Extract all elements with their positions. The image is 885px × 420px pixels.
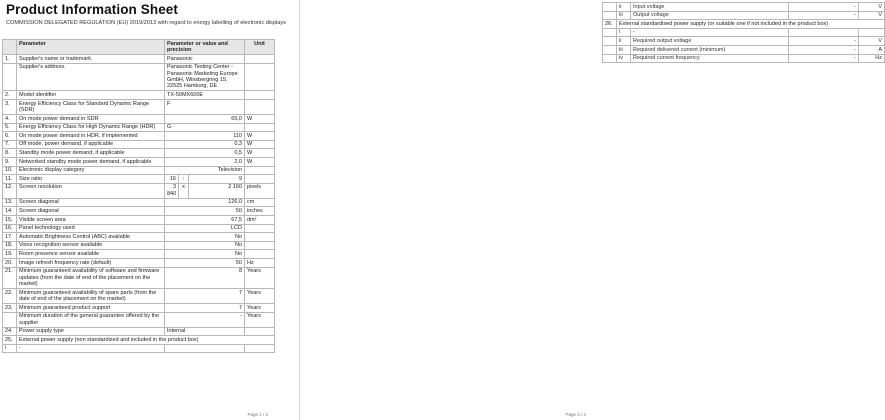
parameter-cell: Model identifier [17, 91, 165, 100]
value-cell: Television [165, 166, 245, 175]
page-1 [0, 0, 300, 420]
unit-cell [245, 63, 275, 91]
indent-cell [603, 3, 617, 12]
unit-cell: W [245, 115, 275, 124]
table-row [3, 207, 275, 216]
table-row [3, 132, 275, 141]
unit-cell [245, 100, 275, 115]
parameter-cell: On mode power demand in SDR [17, 115, 165, 124]
row-number: i [3, 344, 17, 353]
unit-cell: W [245, 132, 275, 141]
table-row [3, 233, 275, 242]
value-cell [165, 344, 245, 353]
table-row [603, 28, 885, 37]
unit-cell: V [859, 3, 885, 12]
value-cell: TX-50MX600E [165, 91, 245, 100]
parameter-cell: Required delivered current (minimum) [631, 45, 789, 54]
parameter-cell: Minimum guaranteed availability of spare parts (from the date of end of the placement on the market) [17, 288, 165, 303]
value-cell: 67,5 [165, 215, 245, 224]
indent-cell [603, 11, 617, 20]
table-row [3, 183, 275, 198]
row-number: 12. [3, 183, 17, 198]
row-number: 18. [3, 241, 17, 250]
page-2 [300, 0, 882, 420]
table-row [3, 55, 275, 64]
unit-cell: dm² [245, 215, 275, 224]
value-a-cell: 3 840 [165, 183, 179, 198]
row-number: 16. [3, 224, 17, 233]
row-number: i [617, 28, 631, 37]
table-row [3, 175, 275, 184]
unit-cell: inches [245, 207, 275, 216]
value-cell: No [165, 233, 245, 242]
table-row [603, 20, 885, 29]
value-a-cell: 16 [165, 175, 179, 184]
row-number: 9. [3, 157, 17, 166]
value-b-cell: 9 [189, 175, 245, 184]
value-cell: 110 [165, 132, 245, 141]
value-cell: - [789, 11, 859, 20]
table-row [3, 198, 275, 207]
row-number: 5. [3, 123, 17, 132]
value-cell: Panasonic Testing Center - Panasonic Marketing Europe GmbH, Winsbergring 15, 22525 Hamburg, DE [165, 63, 245, 91]
row-number: 7. [3, 140, 17, 149]
row-number: 23. [3, 303, 17, 312]
table-row [3, 157, 275, 166]
parameter-cell: Image refresh frequency rate (default) [17, 258, 165, 267]
parameter-cell: On mode power demand in HDR, if implemented [17, 132, 165, 141]
value-cell: - [789, 54, 859, 63]
row-number: 17. [3, 233, 17, 242]
row-number: 25. [3, 336, 17, 345]
table-row [3, 140, 275, 149]
table-row [603, 54, 885, 63]
table-row [3, 123, 275, 132]
parameter-cell: Electronic display category [17, 166, 165, 175]
parameter-cell: Networked standby mode power demand, if applicable [17, 157, 165, 166]
unit-cell: Years [245, 312, 275, 327]
indent-cell [603, 54, 617, 63]
parameter-cell: Energy Efficiency Class for High Dynamic Range (HDR) [17, 123, 165, 132]
parameter-cell: External standardised power supply (or suitable one if not included in the product box) [617, 20, 885, 29]
unit-cell [245, 224, 275, 233]
header-parameter: Parameter [17, 40, 165, 55]
parameter-cell: Supplier's name or trademark. [17, 55, 165, 64]
parameter-cell: Output voltage [631, 11, 789, 20]
unit-cell: W [245, 149, 275, 158]
parameter-cell: Screen resolution [17, 183, 165, 198]
value-cell [789, 28, 859, 37]
table-row [3, 115, 275, 124]
value-cell: 0,3 [165, 140, 245, 149]
table-row [3, 267, 275, 288]
row-number: 20. [3, 258, 17, 267]
parameter-cell: Off mode, power demand, if applicable [17, 140, 165, 149]
unit-cell: V [859, 37, 885, 46]
table-row [603, 11, 885, 20]
table-row [3, 91, 275, 100]
value-cell: 50 [165, 207, 245, 216]
table-row [603, 3, 885, 12]
parameter-cell: External power supply (non standardized and included in the product box) [17, 336, 275, 345]
unit-cell: pixels [245, 183, 275, 198]
value-cell: 50 [165, 258, 245, 267]
value-cell: G [165, 123, 245, 132]
parameter-cell: Room presence sensor available [17, 250, 165, 259]
row-number: 10. [3, 166, 17, 175]
row-number: iii [617, 45, 631, 54]
unit-cell [245, 241, 275, 250]
row-number: 11. [3, 175, 17, 184]
separator-cell: x [179, 183, 189, 198]
unit-cell [245, 327, 275, 336]
product-info-table [2, 39, 275, 353]
unit-cell [245, 344, 275, 353]
unit-cell: A [859, 45, 885, 54]
row-number: 3. [3, 100, 17, 115]
row-number: 22. [3, 288, 17, 303]
parameter-cell: Standby mode power demand, if applicable [17, 149, 165, 158]
parameter-cell: Required current frequency [631, 54, 789, 63]
parameter-cell: Minimum guaranteed availability of software and firmware updates (from the date of end of the placement on the market) [17, 267, 165, 288]
table-row [3, 215, 275, 224]
page-number: Page 2 / 2 [565, 412, 586, 417]
value-b-cell: 2 160 [189, 183, 245, 198]
row-number [3, 312, 17, 327]
table-row [3, 344, 275, 353]
table-row [3, 288, 275, 303]
row-number: 24. [3, 327, 17, 336]
table-row [3, 327, 275, 336]
value-cell: 126,0 [165, 198, 245, 207]
table-row [3, 224, 275, 233]
page-number: Page 1 / 2 [247, 412, 268, 417]
unit-cell [245, 123, 275, 132]
parameter-cell: Screen diagonal [17, 198, 165, 207]
table-row [603, 37, 885, 46]
row-number: 1. [3, 55, 17, 64]
row-number: ii [617, 37, 631, 46]
table-row [3, 258, 275, 267]
unit-cell [245, 91, 275, 100]
value-cell: 7 [165, 303, 245, 312]
unit-cell: Hz [245, 258, 275, 267]
row-number: 6. [3, 132, 17, 141]
row-number: 8. [3, 149, 17, 158]
parameter-cell: Required output voltage [631, 37, 789, 46]
value-cell: - [789, 3, 859, 12]
parameter-cell: Screen diagonal [17, 207, 165, 216]
parameter-cell: Automatic Brightness Control (ABC) available [17, 233, 165, 242]
value-cell: Internal [165, 327, 245, 336]
page-subtitle: COMMISSION DELEGATED REGULATION (EU) 2019/2013 with regard to energy labelling of electronic displays [6, 20, 286, 26]
row-number: iii [617, 11, 631, 20]
page-title: Product Information Sheet [6, 2, 179, 17]
parameter-cell: Minimum guaranteed product support [17, 303, 165, 312]
row-number: 4. [3, 115, 17, 124]
unit-cell: Years [245, 267, 275, 288]
unit-cell: W [245, 140, 275, 149]
row-number: 19. [3, 250, 17, 259]
row-number: 14. [3, 207, 17, 216]
power-supply-table [602, 2, 885, 63]
parameter-cell: Visible screen area [17, 215, 165, 224]
indent-cell [603, 45, 617, 54]
unit-cell [245, 250, 275, 259]
parameter-cell: - [17, 344, 165, 353]
unit-cell [859, 28, 885, 37]
row-number: ii [617, 3, 631, 12]
table-row [3, 241, 275, 250]
parameter-cell: - [631, 28, 789, 37]
unit-cell: Hz [859, 54, 885, 63]
parameter-cell: Energy Efficiency Class for Standard Dynamic Range (SDR) [17, 100, 165, 115]
value-cell: No [165, 250, 245, 259]
parameter-cell: Voice recognition sensor available [17, 241, 165, 250]
row-number: 21. [3, 267, 17, 288]
row-number: 26. [603, 20, 617, 29]
row-number: 13. [3, 198, 17, 207]
unit-cell: V [859, 11, 885, 20]
table-row [3, 336, 275, 345]
unit-cell: cm [245, 198, 275, 207]
value-cell: - [165, 312, 245, 327]
value-cell: 7 [165, 288, 245, 303]
row-number: iv [617, 54, 631, 63]
unit-cell [245, 55, 275, 64]
unit-cell [245, 233, 275, 242]
value-cell: 65,0 [165, 115, 245, 124]
indent-cell [603, 37, 617, 46]
separator-cell: : [179, 175, 189, 184]
value-cell: - [789, 37, 859, 46]
value-cell: - [789, 45, 859, 54]
parameter-cell: Minimum duration of the general guarantee offered by the supplier [17, 312, 165, 327]
indent-cell [603, 28, 617, 37]
table-row [3, 312, 275, 327]
table-row [3, 63, 275, 91]
header-unit: Unit [245, 40, 275, 55]
table-row [3, 303, 275, 312]
value-cell: No [165, 241, 245, 250]
parameter-cell: Power supply type [17, 327, 165, 336]
header-value: Parameter or value and precision [165, 40, 245, 55]
value-cell: F [165, 100, 245, 115]
row-number: 15. [3, 215, 17, 224]
parameter-cell: Size ratio [17, 175, 165, 184]
table-row [3, 166, 275, 175]
unit-cell [245, 175, 275, 184]
unit-cell: Years [245, 303, 275, 312]
value-cell: 0,5 [165, 149, 245, 158]
table-row [603, 45, 885, 54]
unit-cell [245, 166, 275, 175]
value-cell: 8 [165, 267, 245, 288]
table-row [3, 250, 275, 259]
value-cell: Panasonic [165, 55, 245, 64]
value-cell: LCD [165, 224, 245, 233]
unit-cell: Years [245, 288, 275, 303]
table-row [3, 149, 275, 158]
parameter-cell: Supplier's address. [17, 63, 165, 91]
value-cell: 2,0 [165, 157, 245, 166]
table-row [3, 100, 275, 115]
parameter-cell: Input voltage [631, 3, 789, 12]
parameter-cell: Panel technology used [17, 224, 165, 233]
row-number [3, 63, 17, 91]
unit-cell: W [245, 157, 275, 166]
row-number: 2. [3, 91, 17, 100]
table-header-row [3, 40, 275, 55]
